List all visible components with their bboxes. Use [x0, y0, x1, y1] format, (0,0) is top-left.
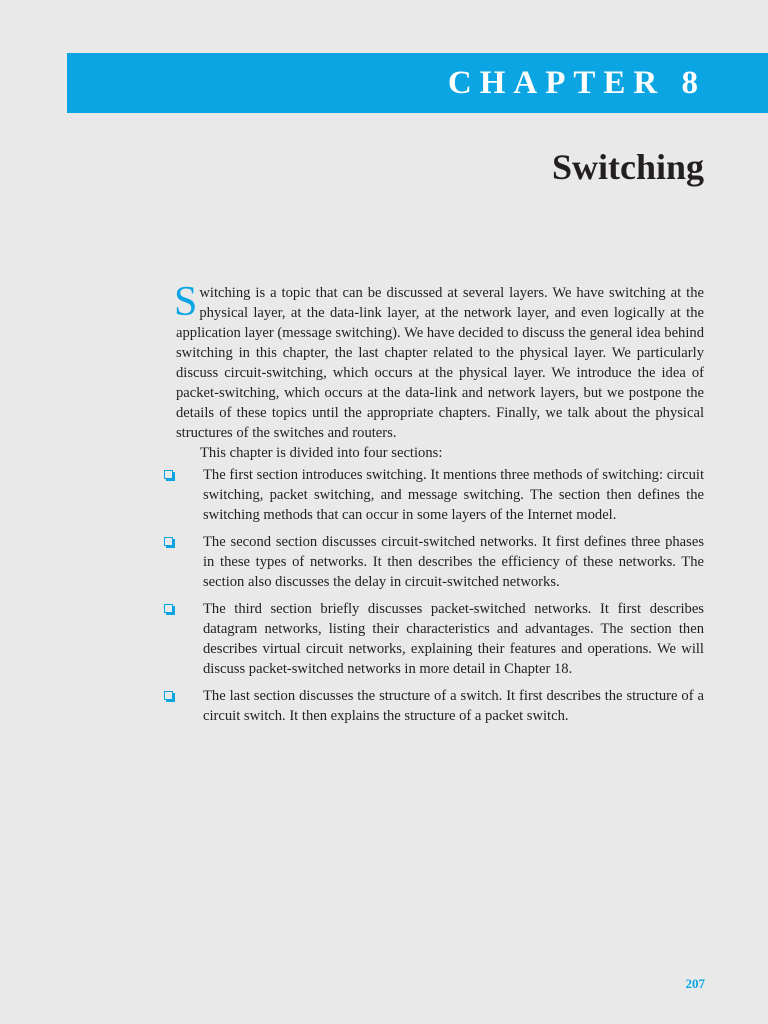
list-item-text: The last section discusses the structure of a switch. It first describes the structure of a circuit switch. It then explains the structure of a packet switch.	[203, 688, 704, 724]
checkbox-square-icon	[164, 604, 173, 613]
chapter-body	[174, 279, 704, 726]
chapter-title: Switching	[551, 147, 704, 187]
chapter-label: CHAPTER 8	[447, 65, 706, 101]
intro-text: witching is a topic that can be discussed at several layers. We have switching at the physical layer, at the data-link layer, at the network layer, and even logically at the application layer (message switching). We have decided to discuss the general idea behind switching in this chapter, the last chapter related to the physical layer. We particularly discuss circuit-switching, which occurs at the physical layer. We introduce the idea of packet-switching, which occurs at the data-link and network layers, but we postpone the details of these topics until the appropriate chapters. Finally, we talk about the physical structures of the switches and routers.	[176, 285, 704, 441]
checkbox-square-icon	[164, 537, 173, 546]
list-item-text: The second section discusses circuit-switched networks. It first defines three phases in these types of networks. It then describes the efficiency of these networks. The section also discusses the delay in circuit-switched networks.	[203, 534, 704, 590]
page-number: 207	[685, 976, 705, 991]
list-item-text: The third section briefly discusses packet-switched networks. It first describes datagram networks, listing their characteristics and advantages. The section then describes virtual circuit networks, explaining their features and operations. We will discuss packet-switched networks in more detail in Chapter 18.	[203, 601, 704, 677]
drop-cap: S	[174, 279, 198, 325]
section-overview-line: This chapter is divided into four sections:	[200, 445, 443, 461]
chapter-banner	[67, 53, 768, 113]
checkbox-square-icon	[164, 470, 173, 479]
intro-paragraph	[174, 279, 704, 463]
list-item	[162, 465, 704, 525]
checkbox-square-icon	[164, 691, 173, 700]
list-item	[162, 599, 704, 679]
list-item	[162, 686, 704, 726]
list-item-text: The first section introduces switching. It mentions three methods of switching: circuit switching, packet switching, and message switching. The section then defines the switching methods that can occur in some layers of the Internet model.	[203, 467, 704, 523]
list-item	[162, 532, 704, 592]
section-list	[162, 465, 704, 726]
